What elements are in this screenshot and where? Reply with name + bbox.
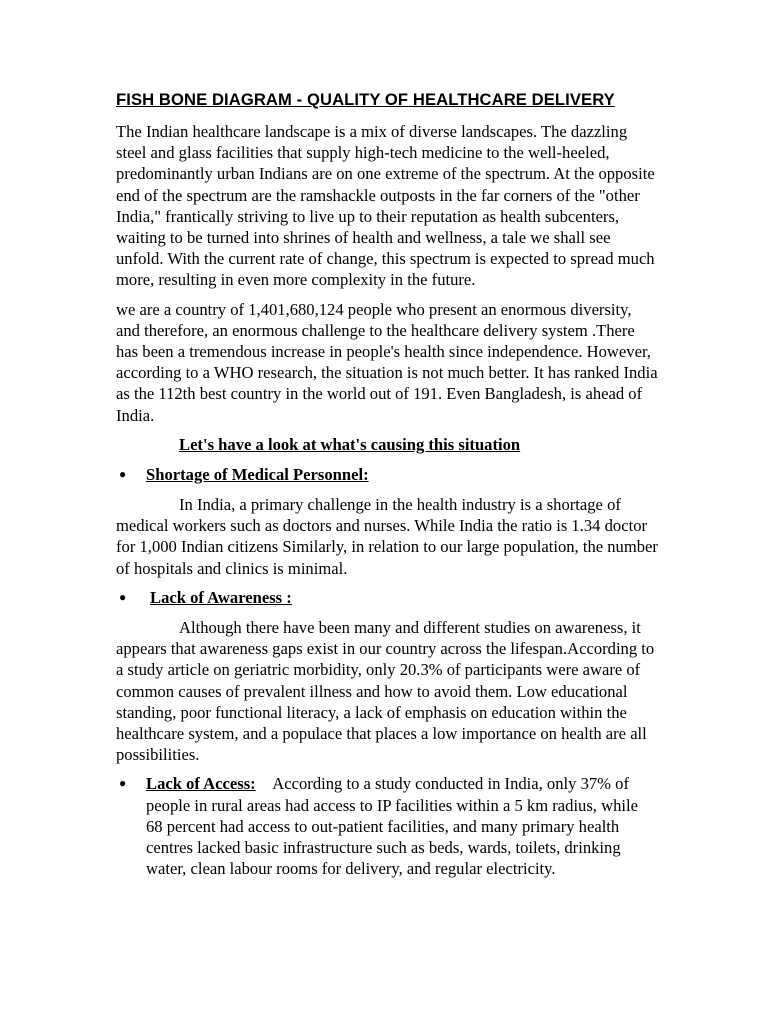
- bullet-item-awareness: [116, 587, 658, 608]
- bullet-label-shortage: Shortage of Medical Personnel:: [146, 464, 369, 484]
- bullet-label-access: Lack of Access:: [146, 774, 256, 794]
- population-paragraph: we are a country of 1,401,680,124 people who present an enormous diversity, and therefore, an enormous challenge to the healthcare delivery system .There has been a tremendous increase in people's health since independence. However, according to a WHO research, the situation is not much better. It has ranked India as the 112th best country in the world out of 191. Even Bangladesh, is ahead of India.: [116, 299, 658, 425]
- shortage-paragraph: In India, a primary challenge in the health industry is a shortage of medical workers such as doctors and nurses. While India the ratio is 1.34 doctor for 1,000 Indian citizens Similarly, in relation to our large population, the number of hospitals and clinics is minimal.: [116, 495, 658, 578]
- access-paragraph: According to a study conducted in India, only 37% of people in rural areas had access to IP facilities within a 5 km radius, while 68 percent had access to out-patient facilities, and many primary health centres lacked basic infrastructure such as beds, wards, toilets, drinking water, clean labour rooms for delivery, and regular electricity.: [146, 774, 638, 879]
- intro-paragraph: The Indian healthcare landscape is a mix of diverse landscapes. The dazzling steel and glass facilities that supply high-tech medicine to the well-heeled, predominantly urban Indians are on one extreme of the spectrum. At the opposite end of the spectrum are the ramshackle outposts in the far corners of the "other India," frantically striving to live up to their reputation as health subcenters, waiting to be turned into shrines of health and wellness, a tale we shall see unfold. With the current rate of change, this spectrum is expected to spread much more, resulting in even more complexity in the future.: [116, 122, 655, 290]
- bullet-item-shortage: [116, 464, 658, 485]
- awareness-paragraph: Although there have been many and different studies on awareness, it appears that awareness gaps exist in our country across the lifespan.According to a study article on geriatric morbidity, only 20.3% of participants were aware of common causes of prevalent illness and how to avoid them. Low educational standing, poor functional literacy, a lack of emphasis on education within the healthcare system, and a populace that places a low importance on health are all possibilities.: [116, 618, 655, 765]
- bullet-icon: ●: [119, 776, 127, 791]
- bullet-icon: ●: [119, 589, 127, 604]
- section-heading: Let's have a look at what's causing this situation: [179, 434, 521, 454]
- bullet-icon: ●: [119, 466, 127, 481]
- bullet-item-access: [116, 773, 658, 879]
- access-text: [146, 773, 658, 879]
- document-title: FISH BONE DIAGRAM - QUALITY OF HEALTHCARE DELIVERY: [116, 90, 615, 109]
- bullet-label-awareness: Lack of Awareness :: [150, 587, 292, 607]
